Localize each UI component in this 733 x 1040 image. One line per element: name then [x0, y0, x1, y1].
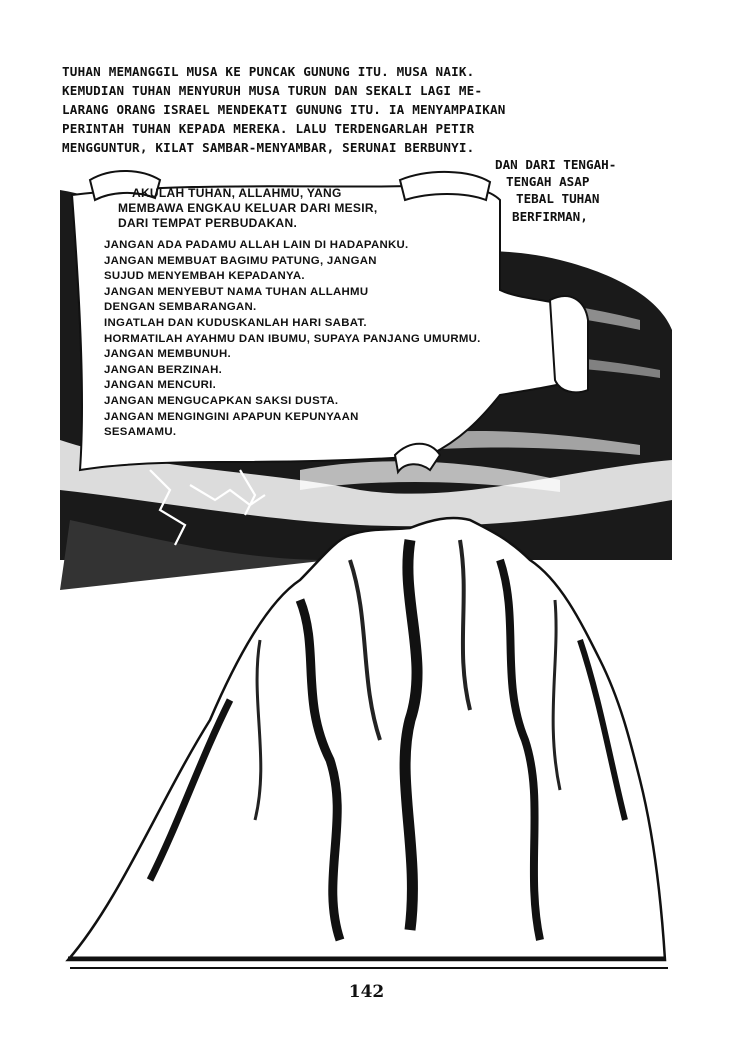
narration-line: MENGGUNTUR, KILAT SAMBAR-MENYAMBAR, SERUNAI BERBUNYI.	[62, 140, 475, 155]
scroll-intro-line: AKULAH TUHAN, ALLAHMU, YANG	[132, 186, 342, 200]
narration-line: KEMUDIAN TUHAN MENYURUH MUSA TURUN DAN SEKALI LAGI ME-	[62, 83, 483, 98]
mountain	[68, 518, 668, 968]
commandment-line: HORMATILAH AYAHMU DAN IBUMU, SUPAYA PANJANG UMURMU.	[104, 332, 481, 345]
narration-side-line: TEBAL TUHAN	[516, 191, 600, 206]
commandment-line: JANGAN MEMBUNUH.	[104, 348, 231, 361]
narration-line: TUHAN MEMANGGIL MUSA KE PUNCAK GUNUNG ITU. MUSA NAIK.	[62, 64, 475, 79]
page-number: 142	[348, 982, 385, 1002]
scroll-intro-line: MEMBAWA ENGKAU KELUAR DARI MESIR,	[118, 201, 378, 215]
commandment-line: JANGAN MENCURI.	[104, 379, 217, 392]
commandment-line: DENGAN SEMBARANGAN.	[104, 301, 257, 314]
commandment-line: JANGAN BERZINAH.	[104, 363, 223, 376]
commandment-line: JANGAN MEMBUAT BAGIMU PATUNG, JANGAN	[104, 254, 377, 267]
narration-line: LARANG ORANG ISRAEL MENDEKATI GUNUNG ITU. IA MENYAMPAIKAN	[62, 102, 506, 117]
commandment-line: SUJUD MENYEMBAH KEPADANYA.	[104, 270, 305, 283]
scroll-intro	[118, 186, 377, 231]
scroll-intro-line: DARI TEMPAT PERBUDAKAN.	[118, 216, 298, 230]
commandment-line: JANGAN ADA PADAMU ALLAH LAIN DI HADAPANKU.	[104, 239, 409, 251]
narration-side-line: TENGAH ASAP	[506, 174, 590, 189]
commandment-line: JANGAN MENGUCAPKAN SAKSI DUSTA.	[104, 394, 339, 407]
narration-side-line: DAN DARI TENGAH-	[495, 157, 617, 172]
commandment-line: JANGAN MENGINGINI APAPUN KEPUNYAAN	[104, 410, 359, 423]
narration-line: PERINTAH TUHAN KEPADA MEREKA. LALU TERDENGARLAH PETIR	[62, 121, 475, 136]
commandment-line: INGATLAH DAN KUDUSKANLAH HARI SABAT.	[104, 316, 367, 329]
commandments-list	[104, 238, 481, 441]
narration-side-line: BERFIRMAN,	[512, 209, 588, 224]
narration-block	[62, 62, 662, 157]
commandment-line: JANGAN MENYEBUT NAMA TUHAN ALLAHMU	[104, 285, 369, 298]
commandment-line: SESAMAMU.	[104, 426, 177, 439]
